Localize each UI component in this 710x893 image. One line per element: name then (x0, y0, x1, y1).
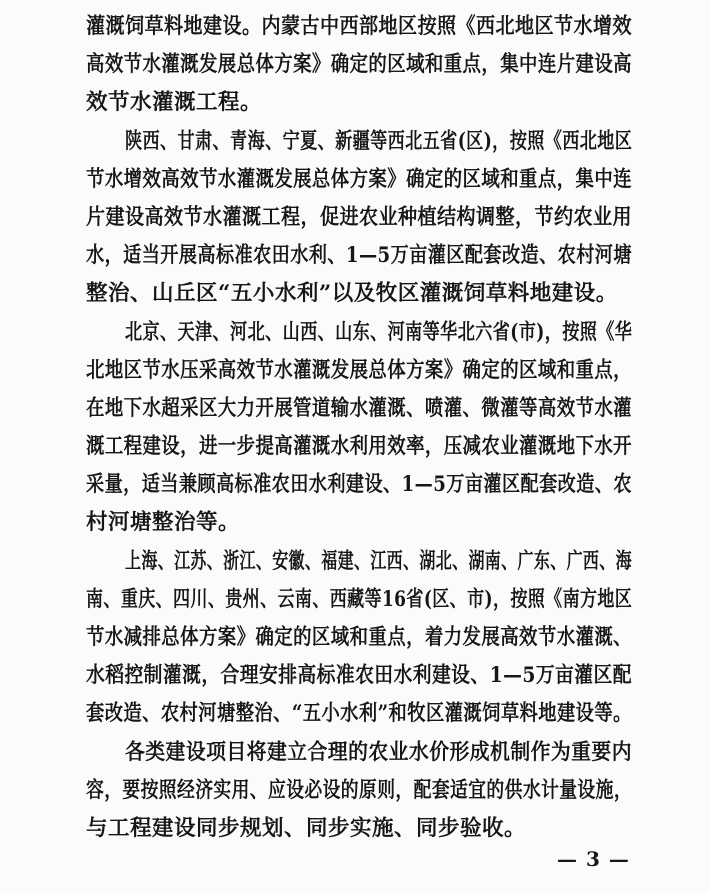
text-line: 与工程建设同步规划、同步实施、同步验收。 (86, 816, 527, 841)
text-line: 节水减排总体方案》确定的区域和重点，着力发展高效节水灌溉、 (86, 625, 633, 650)
text-line: 在地下水超采区大力开展管道输水灌溉、喷灌、微灌等高效节水灌 (86, 396, 633, 421)
text-line: 南、重庆、四川、贵州、云南、西藏等16省(区、市)，按照《南方地区 (86, 587, 633, 612)
text-line: 北京、天津、河北、山西、山东、河南等华北六省(市)，按照《华 (125, 320, 633, 345)
text-line: 村河塘整治等。 (86, 510, 241, 535)
text-line: 溉工程建设，进一步提高灌溉水利用效率，压减农业灌溉地下水开 (86, 434, 633, 459)
page-number: — 3 — (557, 847, 630, 871)
text-line: 水稻控制灌溉，合理安排高标准农田水利建设、1—5万亩灌区配 (86, 663, 632, 688)
text-line: 灌溉饲草料地建设。内蒙古中西部地区按照《西北地区节水增效 (86, 14, 633, 39)
text-line: 容，要按照经济实用、应设必设的原则，配套适宜的供水计量设施， (86, 778, 633, 803)
text-line: 水，适当开展高标准农田水利、1—5万亩灌区配套改造、农村河塘 (86, 243, 632, 268)
text-line: 上海、江苏、浙江、安徽、福建、江西、湖北、湖南、广东、广西、海 (125, 549, 633, 574)
text-line: 片建设高效节水灌溉工程，促进农业种植结构调整，节约农业用 (86, 205, 633, 230)
text-line: 陕西、甘肃、青海、宁夏、新疆等西北五省(区)，按照《西北地区 (125, 129, 633, 154)
text-line: 北地区节水压采高效节水灌溉发展总体方案》确定的区域和重点， (86, 358, 633, 383)
text-line: 节水增效高效节水灌溉发展总体方案》确定的区域和重点，集中连 (86, 167, 633, 192)
text-line: 各类建设项目将建立合理的农业水价形成机制作为重要内 (125, 740, 633, 765)
text-line: 套改造、农村河塘整治、“五小水利”和牧区灌溉饲草料地建设等。 (86, 701, 632, 726)
text-line: 效节水灌溉工程。 (86, 90, 263, 115)
text-line: 整治、山丘区“五小水利”以及牧区灌溉饲草料地建设。 (86, 281, 618, 306)
text-line: 高效节水灌溉发展总体方案》确定的区域和重点，集中连片建设高 (86, 52, 633, 77)
text-line: 采量，适当兼顾高标准农田水利建设、1—5万亩灌区配套改造、农 (86, 472, 632, 497)
